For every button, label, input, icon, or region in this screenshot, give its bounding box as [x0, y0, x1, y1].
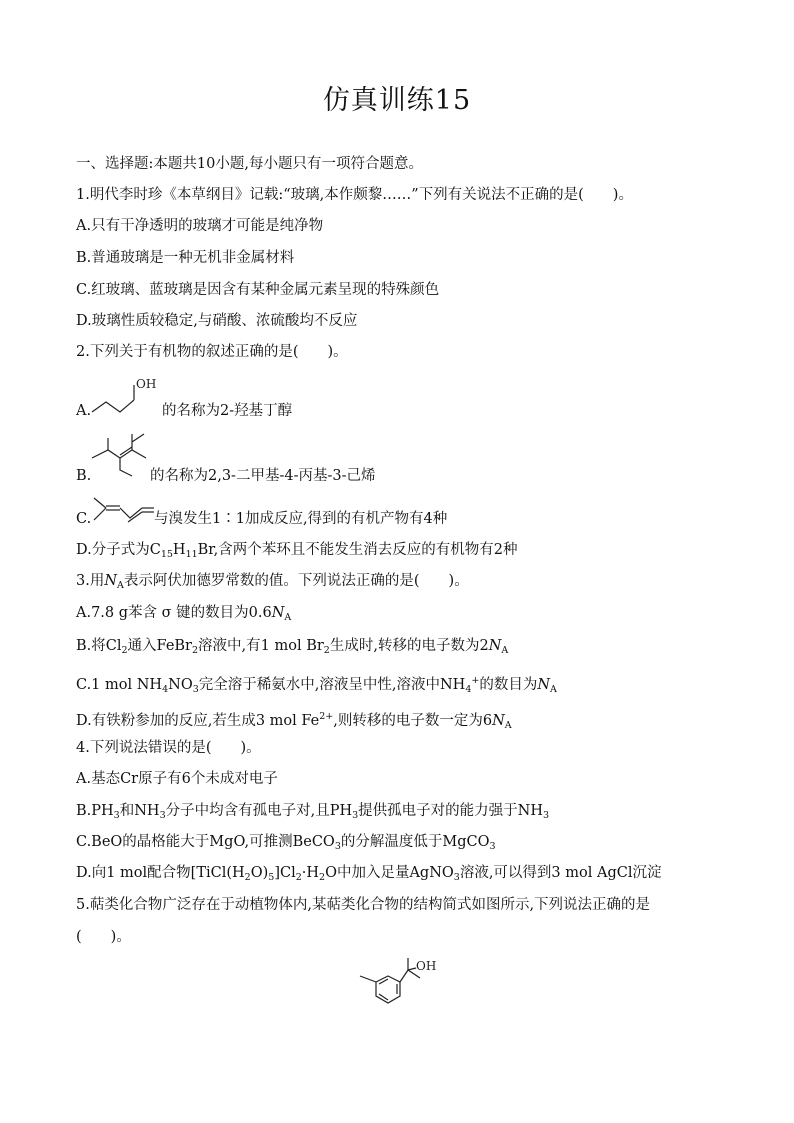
page-title: 仿真训练15 — [322, 85, 472, 116]
q2-option-c-label: C. — [76, 511, 92, 527]
q4-option-b: $B.PH_3$和$NH_3$分子中均含有孤电子对,且$PH_3$提供孤电子对的能力强于$NH_3$ — [76, 803, 550, 821]
q4-option-a: A.基态Cr原子有6个未成对电子 — [76, 771, 278, 787]
q2-option-b-label: B. — [76, 468, 92, 484]
q2a-oh-label: OH — [136, 377, 157, 391]
q3-option-c: C.1 mol $NH_4NO_3$完全溶于稀氨水中,溶液呈中性,溶液中$NH_4^+$的数目为$N_A$ — [76, 675, 557, 695]
q4-stem: 4.下列说法错误的是( )。 — [76, 740, 261, 756]
q2-option-a-label: A. — [76, 403, 92, 419]
q2c-structure-image — [90, 494, 156, 528]
q1-stem: 1.明代李时珍《本草纲目》记载:“玻璃,本作颇黎……”下列有关说法不正确的是( )。 — [76, 187, 633, 203]
q2-option-b-text: 的名称为2,3-二甲基-4-丙基-3-己烯 — [150, 468, 376, 484]
q1-option-c: C.红玻璃、蓝玻璃是因含有某种金属元素呈现的特殊颜色 — [76, 282, 440, 298]
q3-option-d: D.有铁粉参加的反应,若生成3 mol $Fe^{2+}$,则转移的电子数一定为$6N_A$ — [76, 711, 512, 731]
q3-stem: 3.用$N_A$表示阿伏加德罗常数的值。下列说法正确的是( )。 — [76, 573, 469, 591]
q5-oh-label: OH — [416, 959, 437, 973]
q3-option-b: B.将$Cl_2$通入FeBr$_2$溶液中,有1 mol $Br_2$生成时,转移的电子数为$2N_A$ — [76, 638, 509, 656]
q5-stem-line1: 5.萜类化合物广泛存在于动植物体内,某萜类化合物的结构简式如图所示,下列说法正确的是 — [76, 897, 651, 913]
q4-option-d: D.向1 mol配合物$[TiCl(H_2O)_5]Cl_2\cdot H_2O$中加入足量AgNO$_3$溶液,可以得到3 mol AgCl沉淀 — [76, 865, 662, 883]
q2-stem: 2.下列关于有机物的叙述正确的是( )。 — [76, 344, 348, 360]
q1-option-a: A.只有干净透明的玻璃才可能是纯净物 — [76, 218, 324, 234]
q1-option-d: D.玻璃性质较稳定,与硝酸、浓硫酸均不反应 — [76, 313, 358, 329]
q2-option-d: D.分子式为$C_{15}H_{11}Br$,含两个苯环且不能发生消去反应的有机物有2种 — [76, 542, 518, 560]
q2-option-c-text: 与溴发生1∶1加成反应,得到的有机产物有4种 — [154, 511, 448, 527]
q5-structure-image — [352, 956, 444, 1026]
q4-option-c: C.BeO的晶格能大于MgO,可推测BeCO$_3$的分解温度低于MgCO$_3$ — [76, 834, 496, 852]
q5-stem-line2: ( )。 — [76, 929, 131, 945]
q1-option-b: B.普通玻璃是一种无机非金属材料 — [76, 250, 295, 266]
q3-option-a: A.7.8 g苯含 σ 键的数目为$0.6N_A$ — [76, 605, 292, 623]
q2-option-a-text: 的名称为2-羟基丁醇 — [162, 403, 293, 419]
q2a-structure-image — [88, 372, 158, 418]
q2b-structure-image — [88, 428, 152, 482]
section-heading: 一、选择题:本题共10小题,每小题只有一项符合题意。 — [76, 156, 423, 172]
